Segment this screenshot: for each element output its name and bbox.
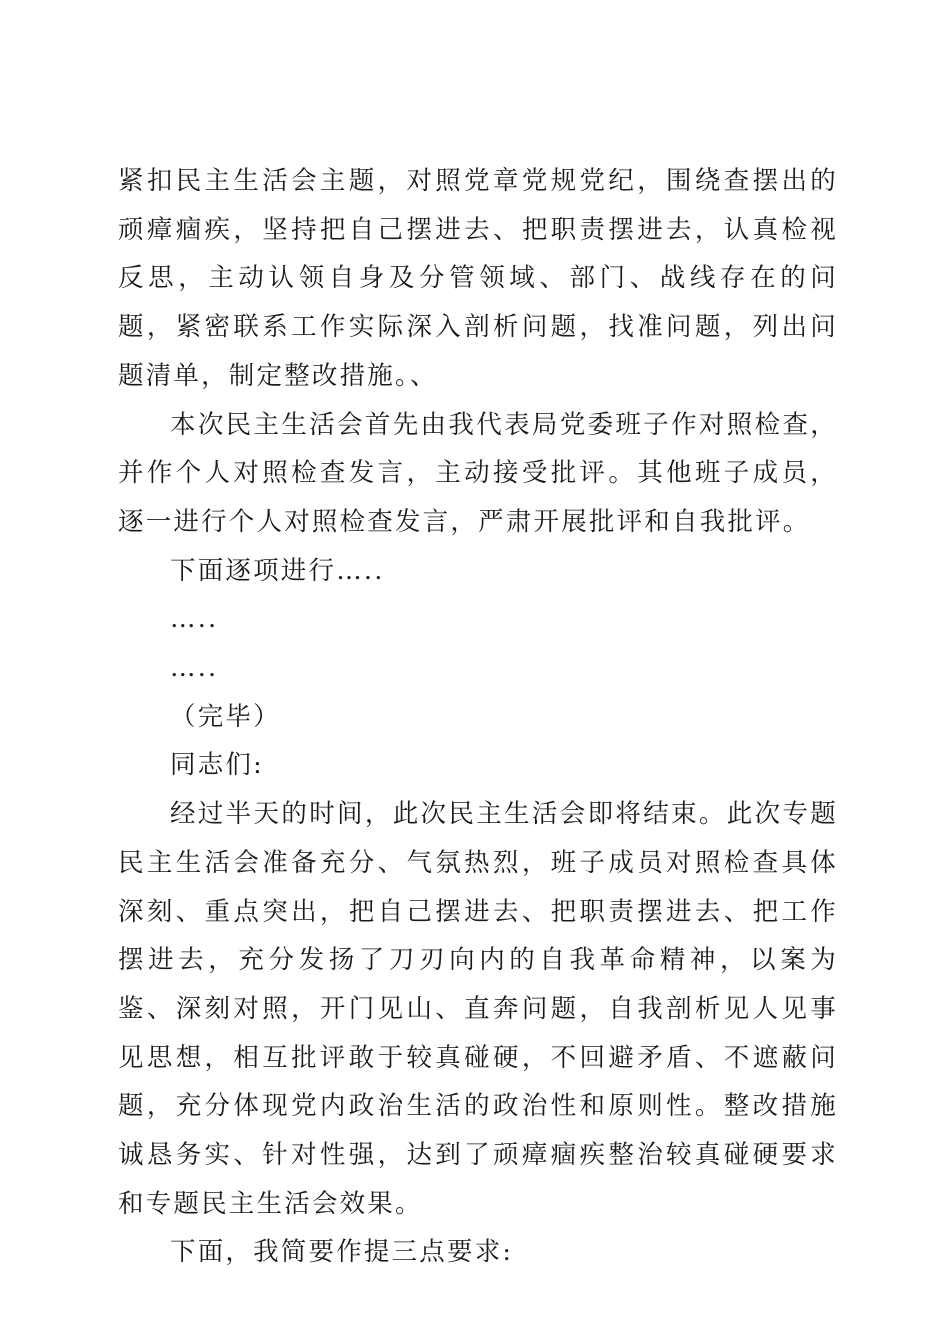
- paragraph-ellipsis-1: …..: [170, 604, 219, 635]
- paragraph-summary: 经过半天的时间，此次民主生活会即将结束。此次专题民主生活会准备充分、气氛热烈，班子成员对照检查具体深刻、重点突出，把自己摆进去、把职责摆进去、把工作摆进去，充分发扬了刀刃向内的自我革命精神，以案为鉴、深刻对照，开门见山、直奔问题，自我剖析见人见事见思想，相互批评敢于较真碰硬，不回避矛盾、不遮蔽问题，充分体现党内政治生活的政治性和原则性。整改措施诚恳务实、针对性强，达到了顽瘴痼疾整治较真碰硬要求和专题民主生活会效果。: [118, 799, 838, 1219]
- paragraph-ellipsis-2: …..: [170, 653, 219, 684]
- paragraph-salutation: 同志们:: [170, 750, 264, 781]
- document-body: [118, 157, 838, 1277]
- paragraph-meeting-procedure: 本次民主生活会首先由我代表局党委班子作对照检查，并作个人对照检查发言，主动接受批评。其他班子成员，逐一进行个人对照检查发言，严肃开展批评和自我批评。: [118, 409, 838, 537]
- paragraph-end-note: （完毕）: [170, 701, 281, 732]
- paragraph-continuation: 紧扣民主生活会主题，对照党章党规党纪，围绕查摆出的顽瘴痼疾，坚持把自己摆进去、把职责摆进去，认真检视反思，主动认领自身及分管领域、部门、战线存在的问题，紧密联系工作实际深入剖析问题，找准问题，列出问题清单，制定整改措施。、: [118, 166, 838, 391]
- paragraph-requirements-intro: 下面，我简要作提三点要求:: [170, 1237, 514, 1268]
- paragraph-proceed-item: 下面逐项进行…..: [170, 555, 385, 586]
